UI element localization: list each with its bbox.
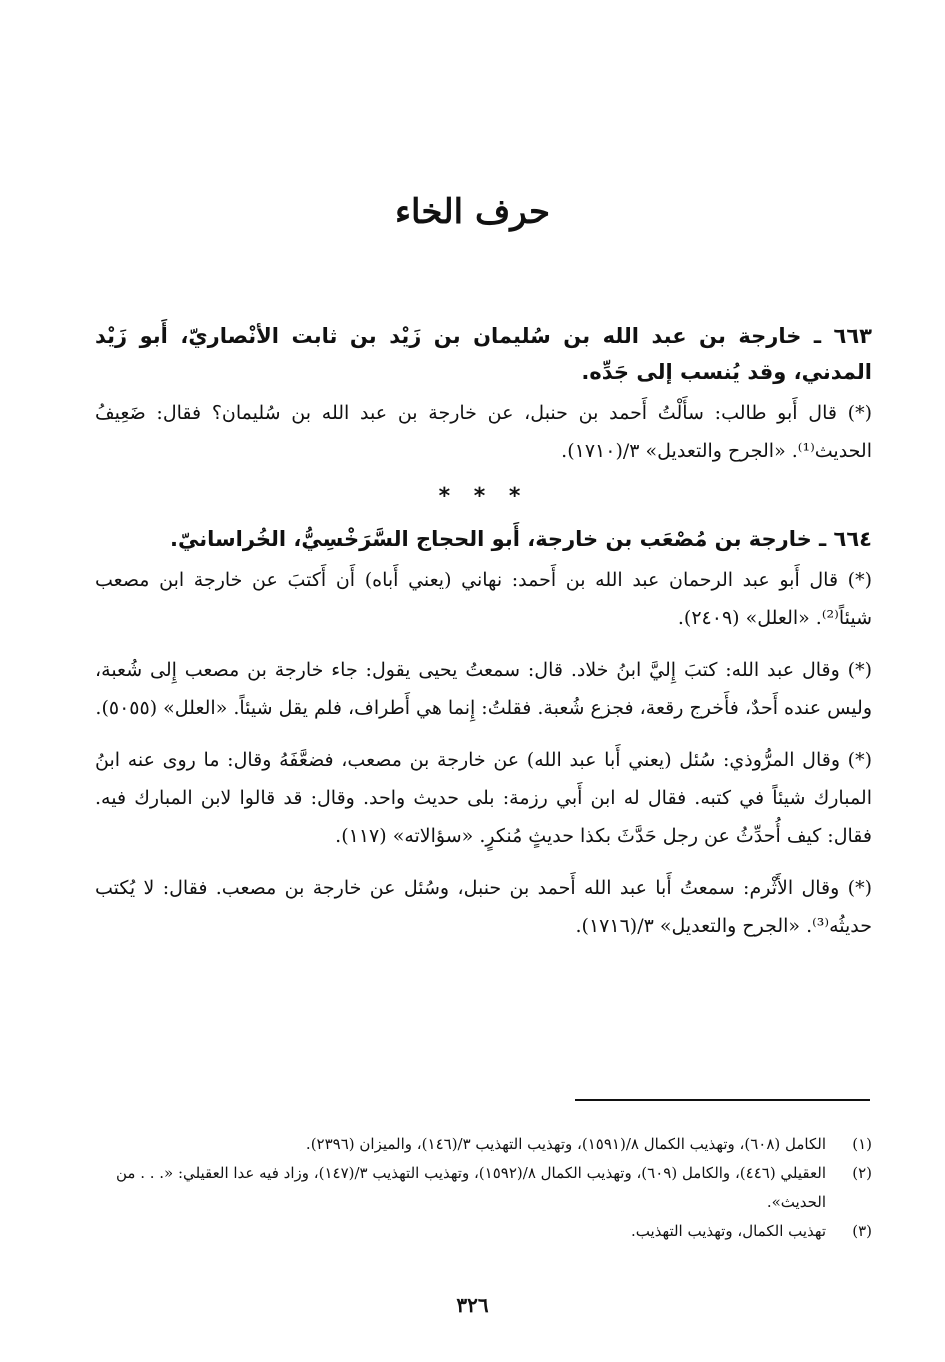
footnote-number: (٢) <box>852 1164 872 1182</box>
entry-664 <box>95 521 872 945</box>
footnote-text: العقيلي (٤٤٦)، والكامل (٦٠٩)، وتهذيب الكمال ٨/(١٥٩٢)، وتهذيب التهذيب ٣/(١٤٧)، وزاد فيه عدا العقيلي: «. . . من الحديث». <box>116 1164 826 1211</box>
chapter-title: حرف الخاء <box>395 192 550 232</box>
entry-paragraph: (*) قال أَبو عبد الرحمان عبد الله بن أَحمد: نهاني (يعني أَباه) أَن أَكتبَ عن خارجة ابن مصعب شيئاً⁽²⁾. «العلل» (٢٤٠٩). <box>95 569 872 629</box>
entry-paragraph: (*) وقال عبد الله: كتبَ إِليَّ ابنُ خلاد. قال: سمعتُ يحيى يقول: جاء خارجة بن مصعب إِلى شُعبة، وليس عنده أَحدٌ، فأَخرج رقعة، فجزع شُعبة. فقلتُ: إِنما هي أَطراف، فلم يقل شيئاً. «العلل» (٥٠٥٥). <box>95 659 872 719</box>
footnote-item <box>95 1130 872 1159</box>
footnotes <box>95 1130 872 1246</box>
entry-paragraph: (*) وقال الأَثْرم: سمعتُ أَبا عبد الله أَحمد بن حنبل، وسُئل عن خارجة بن مصعب. فقال: لا يُكتب حديثُه⁽³⁾. «الجرح والتعديل» ٣/(١٧١٦). <box>95 877 872 937</box>
footnote-item <box>95 1159 872 1217</box>
page-content <box>95 318 872 959</box>
page-number: ٣٢٦ <box>456 1293 489 1317</box>
entry-paragraph: (*) قال أَبو طالب: سأَلْتُ أَحمد بن حنبل، عن خارجة بن عبد الله بن سُليمان؟ فقال: ضَعِيفُ الحديث⁽¹⁾. «الجرح والتعديل» ٣/(١٧١٠). <box>95 402 872 462</box>
entry-heading: ٦٦٤ ـ خارجة بن مُصْعَب بن خارجة، أَبو الحجاج السَّرَخْسِيُّ، الخُراسانيّ. <box>169 527 872 551</box>
footnote-divider <box>575 1099 870 1101</box>
footnote-text: تهذيب الكمال، وتهذيب التهذيب. <box>630 1222 826 1240</box>
entry-heading: ٦٦٣ ـ خارجة بن عبد الله بن سُليمان بن زَيْد بن ثابت الأنْصاريّ، أَبو زَيْد المدني، وقد يُنسب إلى جَدِّه. <box>95 324 872 384</box>
footnote-text: الكامل (٦٠٨)، وتهذيب الكمال ٨/(١٥٩١)، وتهذيب التهذيب ٣/(١٤٦)، والميزان (٢٣٩٦). <box>305 1135 826 1153</box>
entry-663 <box>95 318 872 470</box>
footnote-number: (٣) <box>852 1222 872 1240</box>
section-separator: * * * <box>438 484 529 509</box>
footnote-number: (١) <box>852 1135 872 1153</box>
entry-paragraph: (*) وقال المرُّوذي: سُئل (يعني أَبا عبد الله) عن خارجة بن مصعب، فضعَّفَهُ وقال: ما روى عنه ابنُ المبارك شيئاً في كتبه. فقال له ابن أَبي رزمة: بلى حديث واحد. وقال: قد قالوا لابن المبارك فيه. فقال: كيف أُحدِّثُ عن رجل حَدَّثَ بكذا حديثٍ مُنكرٍ. «سؤالاته» (١١٧). <box>95 749 872 847</box>
footnote-item <box>95 1217 872 1246</box>
